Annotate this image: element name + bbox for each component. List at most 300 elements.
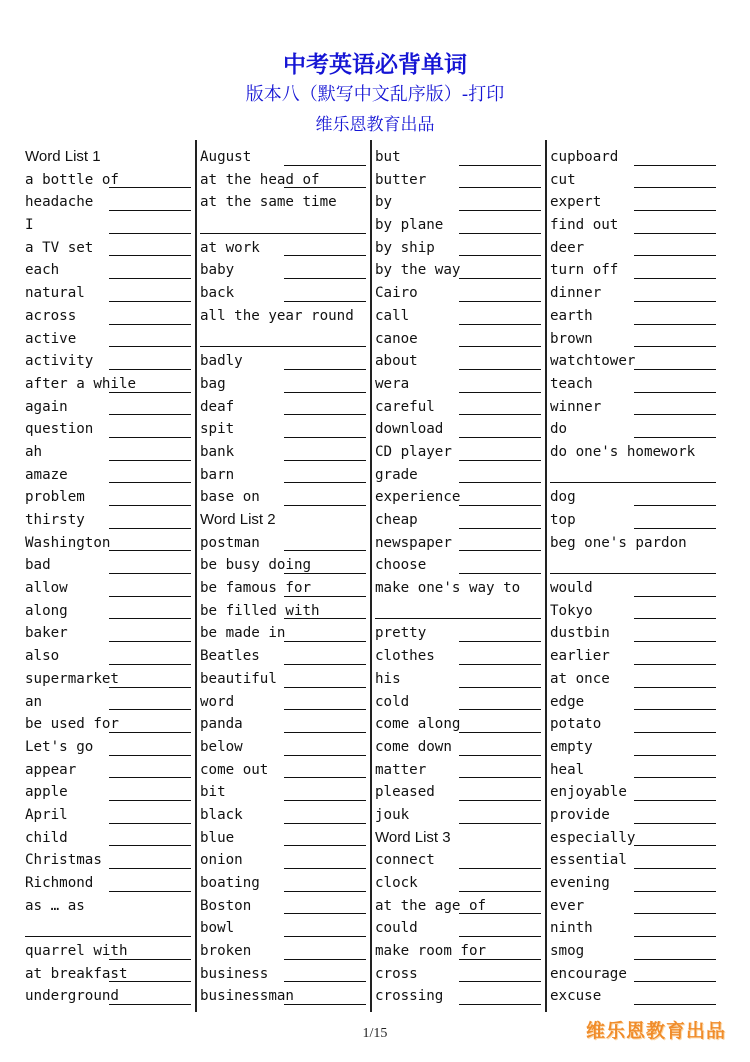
word-entry	[200, 146, 370, 169]
word-entry	[200, 373, 370, 396]
answer-blank	[634, 868, 716, 869]
word-entry	[200, 713, 370, 736]
answer-blank	[459, 755, 541, 756]
answer-blank	[284, 255, 366, 256]
word-text: cut	[550, 171, 576, 188]
answer-blank	[459, 392, 541, 393]
answer-blank	[459, 664, 541, 665]
answer-blank	[200, 346, 366, 347]
word-entry	[375, 554, 545, 577]
answer-blank	[459, 187, 541, 188]
word-entry	[550, 169, 720, 192]
word-entry	[25, 396, 195, 419]
answer-blank	[634, 959, 716, 960]
word-text: his	[375, 670, 401, 687]
word-text: do	[550, 421, 568, 438]
answer-blank	[459, 550, 541, 551]
word-text: cold	[375, 693, 410, 710]
word-text: Let's go	[25, 738, 94, 755]
word-entry	[550, 350, 720, 373]
word-text: experience	[375, 489, 461, 506]
word-entry	[25, 169, 195, 192]
word-entry	[25, 191, 195, 214]
word-entry	[375, 191, 545, 214]
word-text: broken	[200, 943, 252, 960]
word-entry	[550, 691, 720, 714]
word-entry	[375, 214, 545, 237]
word-text: word	[200, 693, 235, 710]
answer-blank	[25, 936, 191, 937]
answer-blank	[284, 732, 366, 733]
word-text: active	[25, 330, 77, 347]
word-entry	[200, 350, 370, 373]
word-text: bit	[200, 784, 226, 801]
word-text: headache	[25, 194, 94, 211]
answer-blank	[634, 845, 716, 846]
answer-blank	[634, 505, 716, 506]
word-text: Washington	[25, 534, 111, 551]
answer-blank	[634, 800, 716, 801]
word-text: dinner	[550, 285, 602, 302]
answer-blank	[634, 233, 716, 234]
word-entry	[25, 577, 195, 600]
word-entry	[25, 917, 195, 940]
word-entry	[25, 691, 195, 714]
word-text: come along	[375, 716, 461, 733]
word-text: by the way	[375, 262, 461, 279]
word-entry	[25, 328, 195, 351]
answer-blank	[200, 233, 366, 234]
word-list-heading	[25, 146, 195, 169]
word-entry	[375, 736, 545, 759]
answer-blank	[284, 845, 366, 846]
word-entry	[550, 532, 720, 555]
word-entry	[375, 169, 545, 192]
word-entry	[25, 872, 195, 895]
answer-blank	[284, 437, 366, 438]
word-entry	[25, 237, 195, 260]
word-entry	[550, 373, 720, 396]
word-entry	[25, 645, 195, 668]
answer-blank	[109, 278, 191, 279]
word-entry	[550, 622, 720, 645]
word-entry	[200, 940, 370, 963]
word-entry	[375, 759, 545, 782]
word-entry	[25, 713, 195, 736]
word-entry	[25, 781, 195, 804]
word-text: be filled with	[200, 602, 320, 619]
word-text: be used for	[25, 716, 119, 733]
word-text: jouk	[375, 806, 410, 823]
word-entry	[375, 645, 545, 668]
word-text: butter	[375, 171, 427, 188]
answer-blank	[284, 392, 366, 393]
answer-blank	[459, 777, 541, 778]
word-text: Richmond	[25, 875, 94, 891]
word-text: matter	[375, 761, 427, 778]
answer-blank	[109, 618, 191, 619]
word-entry	[550, 804, 720, 827]
word-entry	[200, 441, 370, 464]
answer-blank	[459, 278, 541, 279]
word-text: beautiful	[200, 670, 277, 687]
word-entry	[200, 577, 370, 600]
word-text: supermarket	[25, 670, 119, 687]
answer-blank	[634, 823, 716, 824]
word-entry	[550, 600, 720, 623]
word-entry	[25, 940, 195, 963]
word-entry	[200, 985, 370, 1008]
answer-blank	[109, 687, 191, 688]
word-text: do one's homework	[550, 443, 696, 460]
word-text: dustbin	[550, 625, 610, 642]
answer-blank	[634, 414, 716, 415]
answer-blank	[634, 392, 716, 393]
word-entry	[550, 259, 720, 282]
word-entry	[375, 600, 545, 623]
answer-blank	[284, 505, 366, 506]
answer-blank	[284, 165, 366, 166]
answer-blank	[109, 437, 191, 438]
answer-blank	[459, 891, 541, 892]
answer-blank	[109, 573, 191, 574]
word-text: appear	[25, 761, 77, 778]
word-entry	[550, 418, 720, 441]
answer-blank	[284, 709, 366, 710]
word-text: April	[25, 806, 68, 823]
word-entry	[200, 214, 370, 237]
answer-blank	[459, 641, 541, 642]
word-entry	[200, 169, 370, 192]
word-entry	[25, 282, 195, 305]
answer-blank	[634, 687, 716, 688]
word-text: business	[200, 965, 269, 982]
word-text: deaf	[200, 398, 235, 415]
word-entry	[200, 963, 370, 986]
answer-blank	[634, 936, 716, 937]
word-entry	[25, 804, 195, 827]
word-text: panda	[200, 716, 243, 733]
word-text: bag	[200, 375, 226, 392]
word-entry	[550, 214, 720, 237]
word-text: find out	[550, 217, 619, 234]
word-entry	[550, 305, 720, 328]
word-text: top	[550, 512, 576, 528]
word-text: choose	[375, 557, 427, 574]
answer-blank	[284, 482, 366, 483]
answer-blank	[109, 732, 191, 733]
word-text: base on	[200, 489, 260, 506]
word-text: teach	[550, 375, 593, 392]
answer-blank	[284, 823, 366, 824]
answer-blank	[109, 823, 191, 824]
word-text: as … as	[25, 897, 85, 914]
page-number: 1/15	[362, 1026, 388, 1041]
word-entry	[550, 736, 720, 759]
word-text: deer	[550, 239, 585, 256]
word-text: at the same time	[200, 194, 337, 211]
word-entry	[375, 577, 545, 600]
word-entry	[200, 622, 370, 645]
word-text: enjoyable	[550, 784, 627, 801]
word-text: wera	[375, 375, 410, 392]
word-entry	[375, 985, 545, 1008]
word-text: clothes	[375, 648, 435, 665]
word-text: heal	[550, 761, 585, 778]
word-list-heading	[200, 509, 370, 532]
word-entry	[375, 509, 545, 532]
answer-blank	[109, 1004, 191, 1005]
word-column-2	[200, 146, 370, 1008]
word-text: barn	[200, 466, 235, 483]
word-column-3	[375, 146, 545, 1008]
word-entry	[550, 237, 720, 260]
word-entry	[25, 214, 195, 237]
word-entry	[200, 917, 370, 940]
word-text: especially	[550, 829, 636, 846]
word-entry	[200, 328, 370, 351]
word-entry	[25, 668, 195, 691]
word-text: baby	[200, 262, 235, 279]
answer-blank	[109, 528, 191, 529]
word-entry	[200, 600, 370, 623]
word-text: beg one's pardon	[550, 534, 687, 551]
answer-blank	[634, 913, 716, 914]
word-text: evening	[550, 875, 610, 891]
word-text: onion	[200, 852, 243, 869]
word-entry	[200, 668, 370, 691]
answer-blank	[459, 233, 541, 234]
word-entry	[25, 600, 195, 623]
word-text: potato	[550, 716, 602, 733]
answer-blank	[109, 777, 191, 778]
word-entry	[375, 895, 545, 918]
answer-blank	[109, 392, 191, 393]
word-entry	[25, 532, 195, 555]
word-text: would	[550, 580, 593, 597]
word-entry	[200, 305, 370, 328]
answer-blank	[284, 777, 366, 778]
answer-blank	[459, 505, 541, 506]
word-entry	[375, 486, 545, 509]
word-text: come out	[200, 761, 269, 778]
word-entry	[25, 736, 195, 759]
word-text: earlier	[550, 648, 610, 665]
word-text: edge	[550, 693, 585, 710]
word-entry	[550, 713, 720, 736]
word-text: at breakfast	[25, 965, 128, 982]
word-text: child	[25, 829, 68, 846]
word-text: by	[375, 194, 393, 211]
word-text: provide	[550, 806, 610, 823]
answer-blank	[284, 641, 366, 642]
word-text: bad	[25, 557, 51, 574]
word-text: about	[375, 353, 418, 370]
answer-blank	[459, 573, 541, 574]
word-entry	[25, 985, 195, 1008]
word-entry	[550, 940, 720, 963]
answer-blank	[634, 437, 716, 438]
word-entry	[200, 645, 370, 668]
word-text: be famous for	[200, 580, 312, 597]
answer-blank	[459, 959, 541, 960]
word-entry	[375, 622, 545, 645]
word-entry	[550, 827, 720, 850]
word-text: cross	[375, 965, 418, 982]
word-text: make one's way to	[375, 580, 521, 597]
document-subtitle: 版本八（默写中文乱序版）-打印	[245, 84, 505, 105]
answer-blank	[284, 550, 366, 551]
answer-blank	[109, 800, 191, 801]
answer-blank	[109, 891, 191, 892]
word-entry	[25, 464, 195, 487]
word-entry	[550, 963, 720, 986]
answer-blank	[634, 210, 716, 211]
word-entry	[25, 895, 195, 918]
answer-blank	[109, 505, 191, 506]
word-text: but	[375, 149, 401, 165]
word-text: at work	[200, 239, 260, 256]
word-list-heading-label: Word List 2	[200, 511, 276, 528]
column-divider	[195, 140, 197, 1012]
word-text: thirsty	[25, 512, 85, 528]
answer-blank	[459, 460, 541, 461]
word-text: each	[25, 262, 60, 279]
word-column-4	[550, 146, 720, 1008]
answer-blank	[109, 255, 191, 256]
word-entry	[200, 237, 370, 260]
word-entry	[375, 691, 545, 714]
word-entry	[200, 872, 370, 895]
word-entry	[375, 464, 545, 487]
publisher-watermark: 维乐恩教育出品	[586, 1020, 727, 1042]
word-entry	[25, 622, 195, 645]
answer-blank	[459, 369, 541, 370]
word-entry	[375, 441, 545, 464]
word-text: after a while	[25, 375, 137, 392]
word-text: ninth	[550, 920, 593, 937]
word-entry	[200, 759, 370, 782]
word-text: smog	[550, 943, 585, 960]
word-text: could	[375, 920, 418, 937]
word-text: Tokyo	[550, 602, 593, 619]
word-text: by plane	[375, 217, 444, 234]
word-text: quarrel with	[25, 943, 128, 960]
word-text: clock	[375, 875, 418, 891]
answer-blank	[284, 1004, 366, 1005]
word-entry	[375, 418, 545, 441]
word-entry	[200, 895, 370, 918]
word-text: Christmas	[25, 852, 102, 869]
word-text: cupboard	[550, 149, 619, 165]
answer-blank	[284, 687, 366, 688]
answer-blank	[459, 324, 541, 325]
word-text: come down	[375, 738, 452, 755]
word-text: excuse	[550, 988, 602, 1005]
word-entry	[25, 373, 195, 396]
answer-blank	[109, 709, 191, 710]
word-text: earth	[550, 307, 593, 324]
answer-blank	[284, 301, 366, 302]
word-text: ever	[550, 897, 585, 914]
answer-blank	[284, 755, 366, 756]
answer-blank	[109, 641, 191, 642]
word-entry	[25, 259, 195, 282]
word-entry	[200, 804, 370, 827]
word-text: all the year round	[200, 307, 354, 324]
word-entry	[550, 328, 720, 351]
word-entry	[25, 849, 195, 872]
word-entry	[25, 418, 195, 441]
word-text: pretty	[375, 625, 427, 642]
answer-blank	[284, 187, 366, 188]
word-text: amaze	[25, 466, 68, 483]
word-text: watchtower	[550, 353, 636, 370]
word-text: connect	[375, 852, 435, 869]
word-entry	[200, 781, 370, 804]
word-entry	[200, 736, 370, 759]
word-text: again	[25, 398, 68, 415]
answer-blank	[459, 437, 541, 438]
word-list-heading	[375, 827, 545, 850]
answer-blank	[459, 823, 541, 824]
word-entry	[200, 691, 370, 714]
word-text: grade	[375, 466, 418, 483]
answer-blank	[459, 913, 541, 914]
answer-blank	[459, 301, 541, 302]
answer-blank	[459, 687, 541, 688]
answer-blank	[109, 460, 191, 461]
answer-blank	[634, 187, 716, 188]
answer-blank	[459, 482, 541, 483]
word-entry	[25, 486, 195, 509]
word-entry	[375, 373, 545, 396]
word-text: empty	[550, 738, 593, 755]
word-entry	[200, 418, 370, 441]
word-text: natural	[25, 285, 85, 302]
word-text: a bottle of	[25, 171, 119, 188]
word-text: I	[25, 217, 34, 234]
word-text: businessman	[200, 988, 294, 1005]
word-text: bowl	[200, 920, 235, 937]
word-text: call	[375, 307, 410, 324]
word-list-heading-label: Word List 3	[375, 828, 451, 846]
word-entry	[375, 781, 545, 804]
answer-blank	[284, 414, 366, 415]
answer-blank	[634, 664, 716, 665]
word-text: across	[25, 307, 77, 324]
answer-blank	[634, 1004, 716, 1005]
word-entry	[25, 827, 195, 850]
word-entry	[375, 259, 545, 282]
answer-blank	[109, 755, 191, 756]
word-entry	[200, 191, 370, 214]
word-entry	[375, 668, 545, 691]
word-entry	[550, 577, 720, 600]
answer-blank	[109, 187, 191, 188]
answer-blank	[375, 618, 541, 619]
answer-blank	[459, 346, 541, 347]
word-text: also	[25, 648, 60, 665]
word-text: problem	[25, 489, 85, 506]
word-entry	[550, 668, 720, 691]
word-text: be busy doing	[200, 557, 312, 574]
answer-blank	[284, 460, 366, 461]
word-entry	[25, 554, 195, 577]
word-entry	[550, 486, 720, 509]
word-text: cheap	[375, 512, 418, 528]
word-entry	[25, 350, 195, 373]
